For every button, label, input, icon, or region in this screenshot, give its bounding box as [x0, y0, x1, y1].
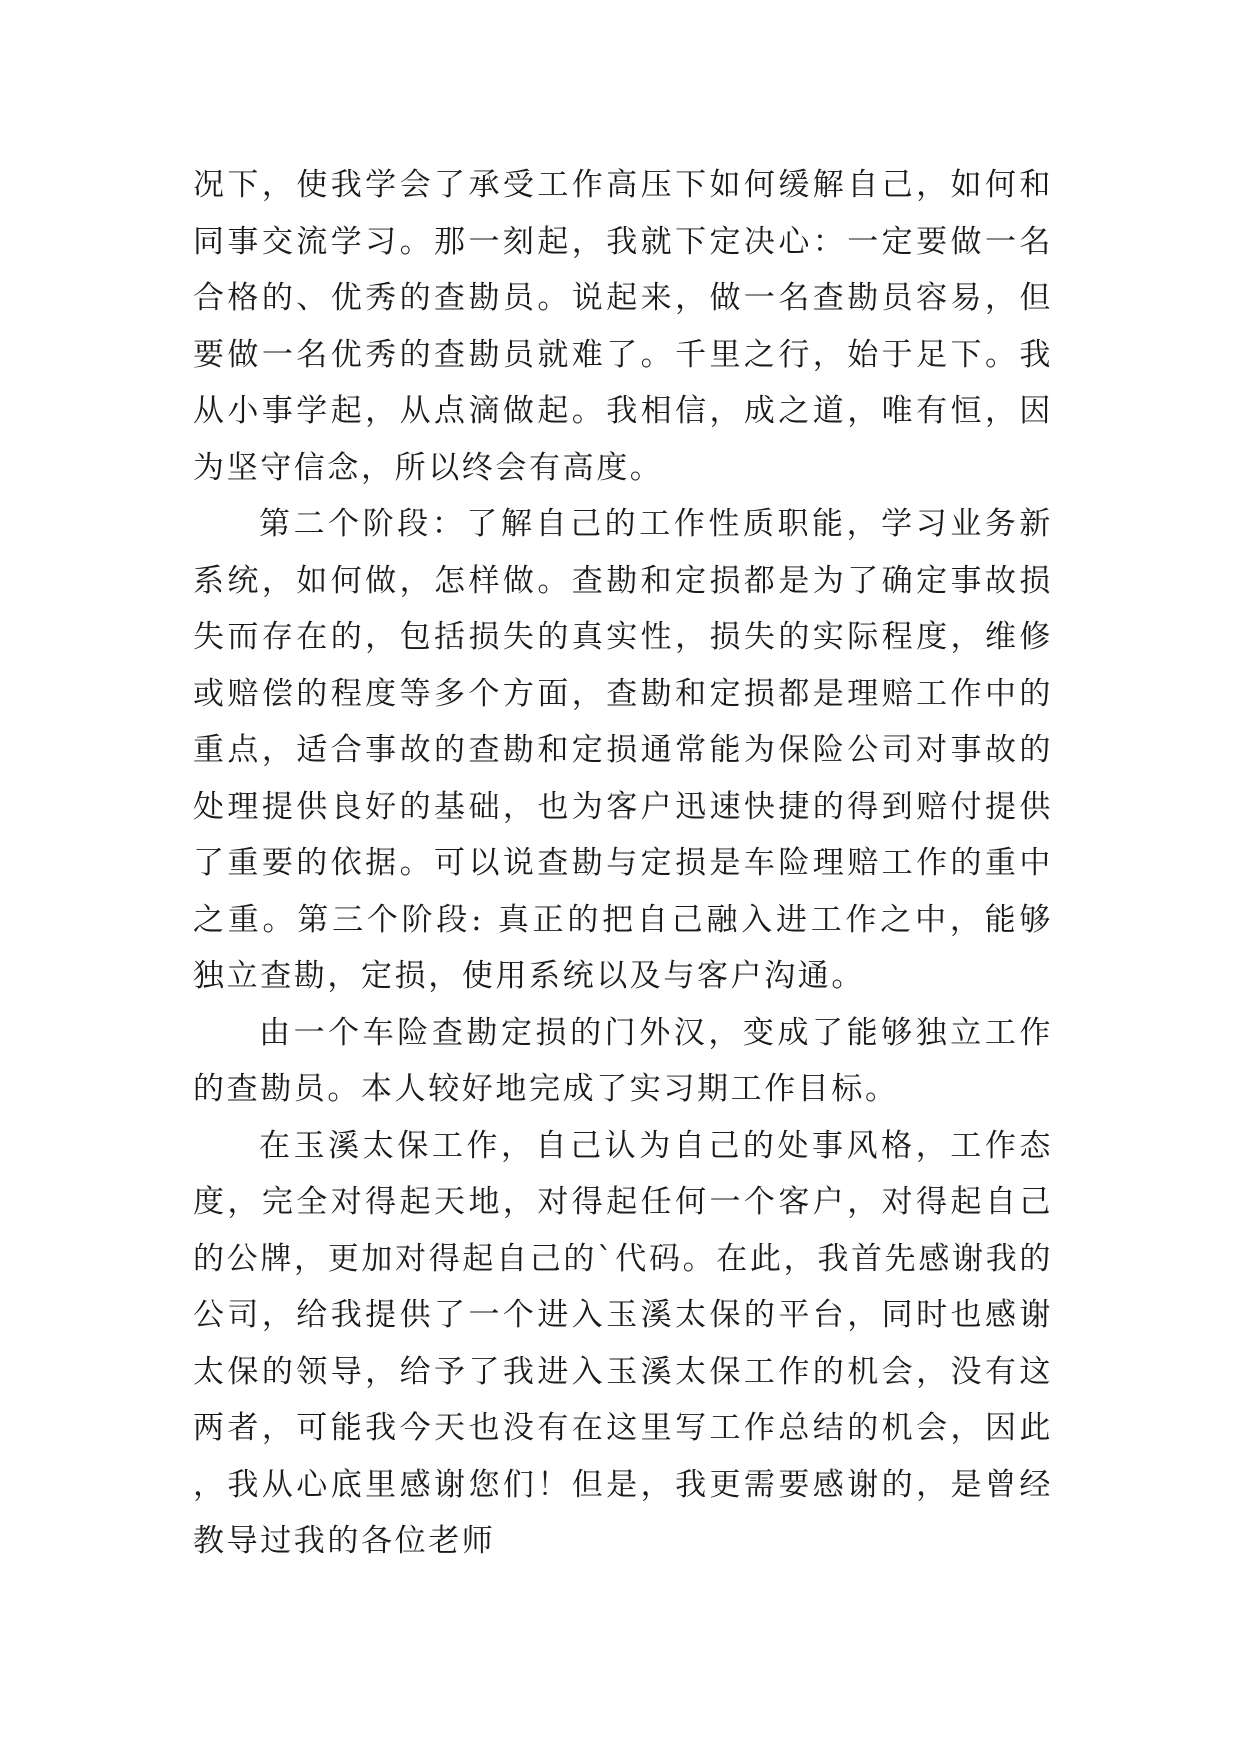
document-body — [193, 157, 1053, 1570]
paragraph-4: 在玉溪太保工作，自己认为自己的处事风格，工作态度，完全对得起天地，对得起任何一个客户，对得起自己的公牌，更加对得起自己的`代码。在此，我首先感谢我的公司，给我提供了一个进入玉溪太保的平台，同时也感谢太保的领导，给予了我进入玉溪太保工作的机会，没有这两者，可能我今天也没有在这里写工作总结的机会，因此，我从心底里感谢您们！但是，我更需要感谢的，是曾经教导过我的各位老师 — [193, 1127, 1053, 1559]
paragraph-2: 第二个阶段：了解自己的工作性质职能，学习业务新系统，如何做，怎样做。查勘和定损都是为了确定事故损失而存在的，包括损失的真实性，损失的实际程度，维修或赔偿的程度等多个方面，查勘和定损都是理赔工作中的重点，适合事故的查勘和定损通常能为保险公司对事故的处理提供良好的基础，也为客户迅速快捷的得到赔付提供了重要的依据。可以说查勘与定损是车险理赔工作的重中之重。第三个阶段: 真正的把自己融入进工作之中，能够独立查勘，定损，使用系统以及与客户沟通。 — [193, 506, 1053, 994]
paragraph-1: 况下，使我学会了承受工作高压下如何缓解自己，如何和同事交流学习。那一刻起，我就下定决心：一定要做一名合格的、优秀的查勘员。说起来，做一名查勘员容易，但要做一名优秀的查勘员就难了。千里之行，始于足下。我从小事学起，从点滴做起。我相信，成之道，唯有恒，因为坚守信念，所以终会有高度。 — [193, 167, 1053, 486]
paragraph-3: 由一个车险查勘定损的门外汉，变成了能够独立工作的查勘员。本人较好地完成了实习期工作目标。 — [193, 1014, 1053, 1107]
